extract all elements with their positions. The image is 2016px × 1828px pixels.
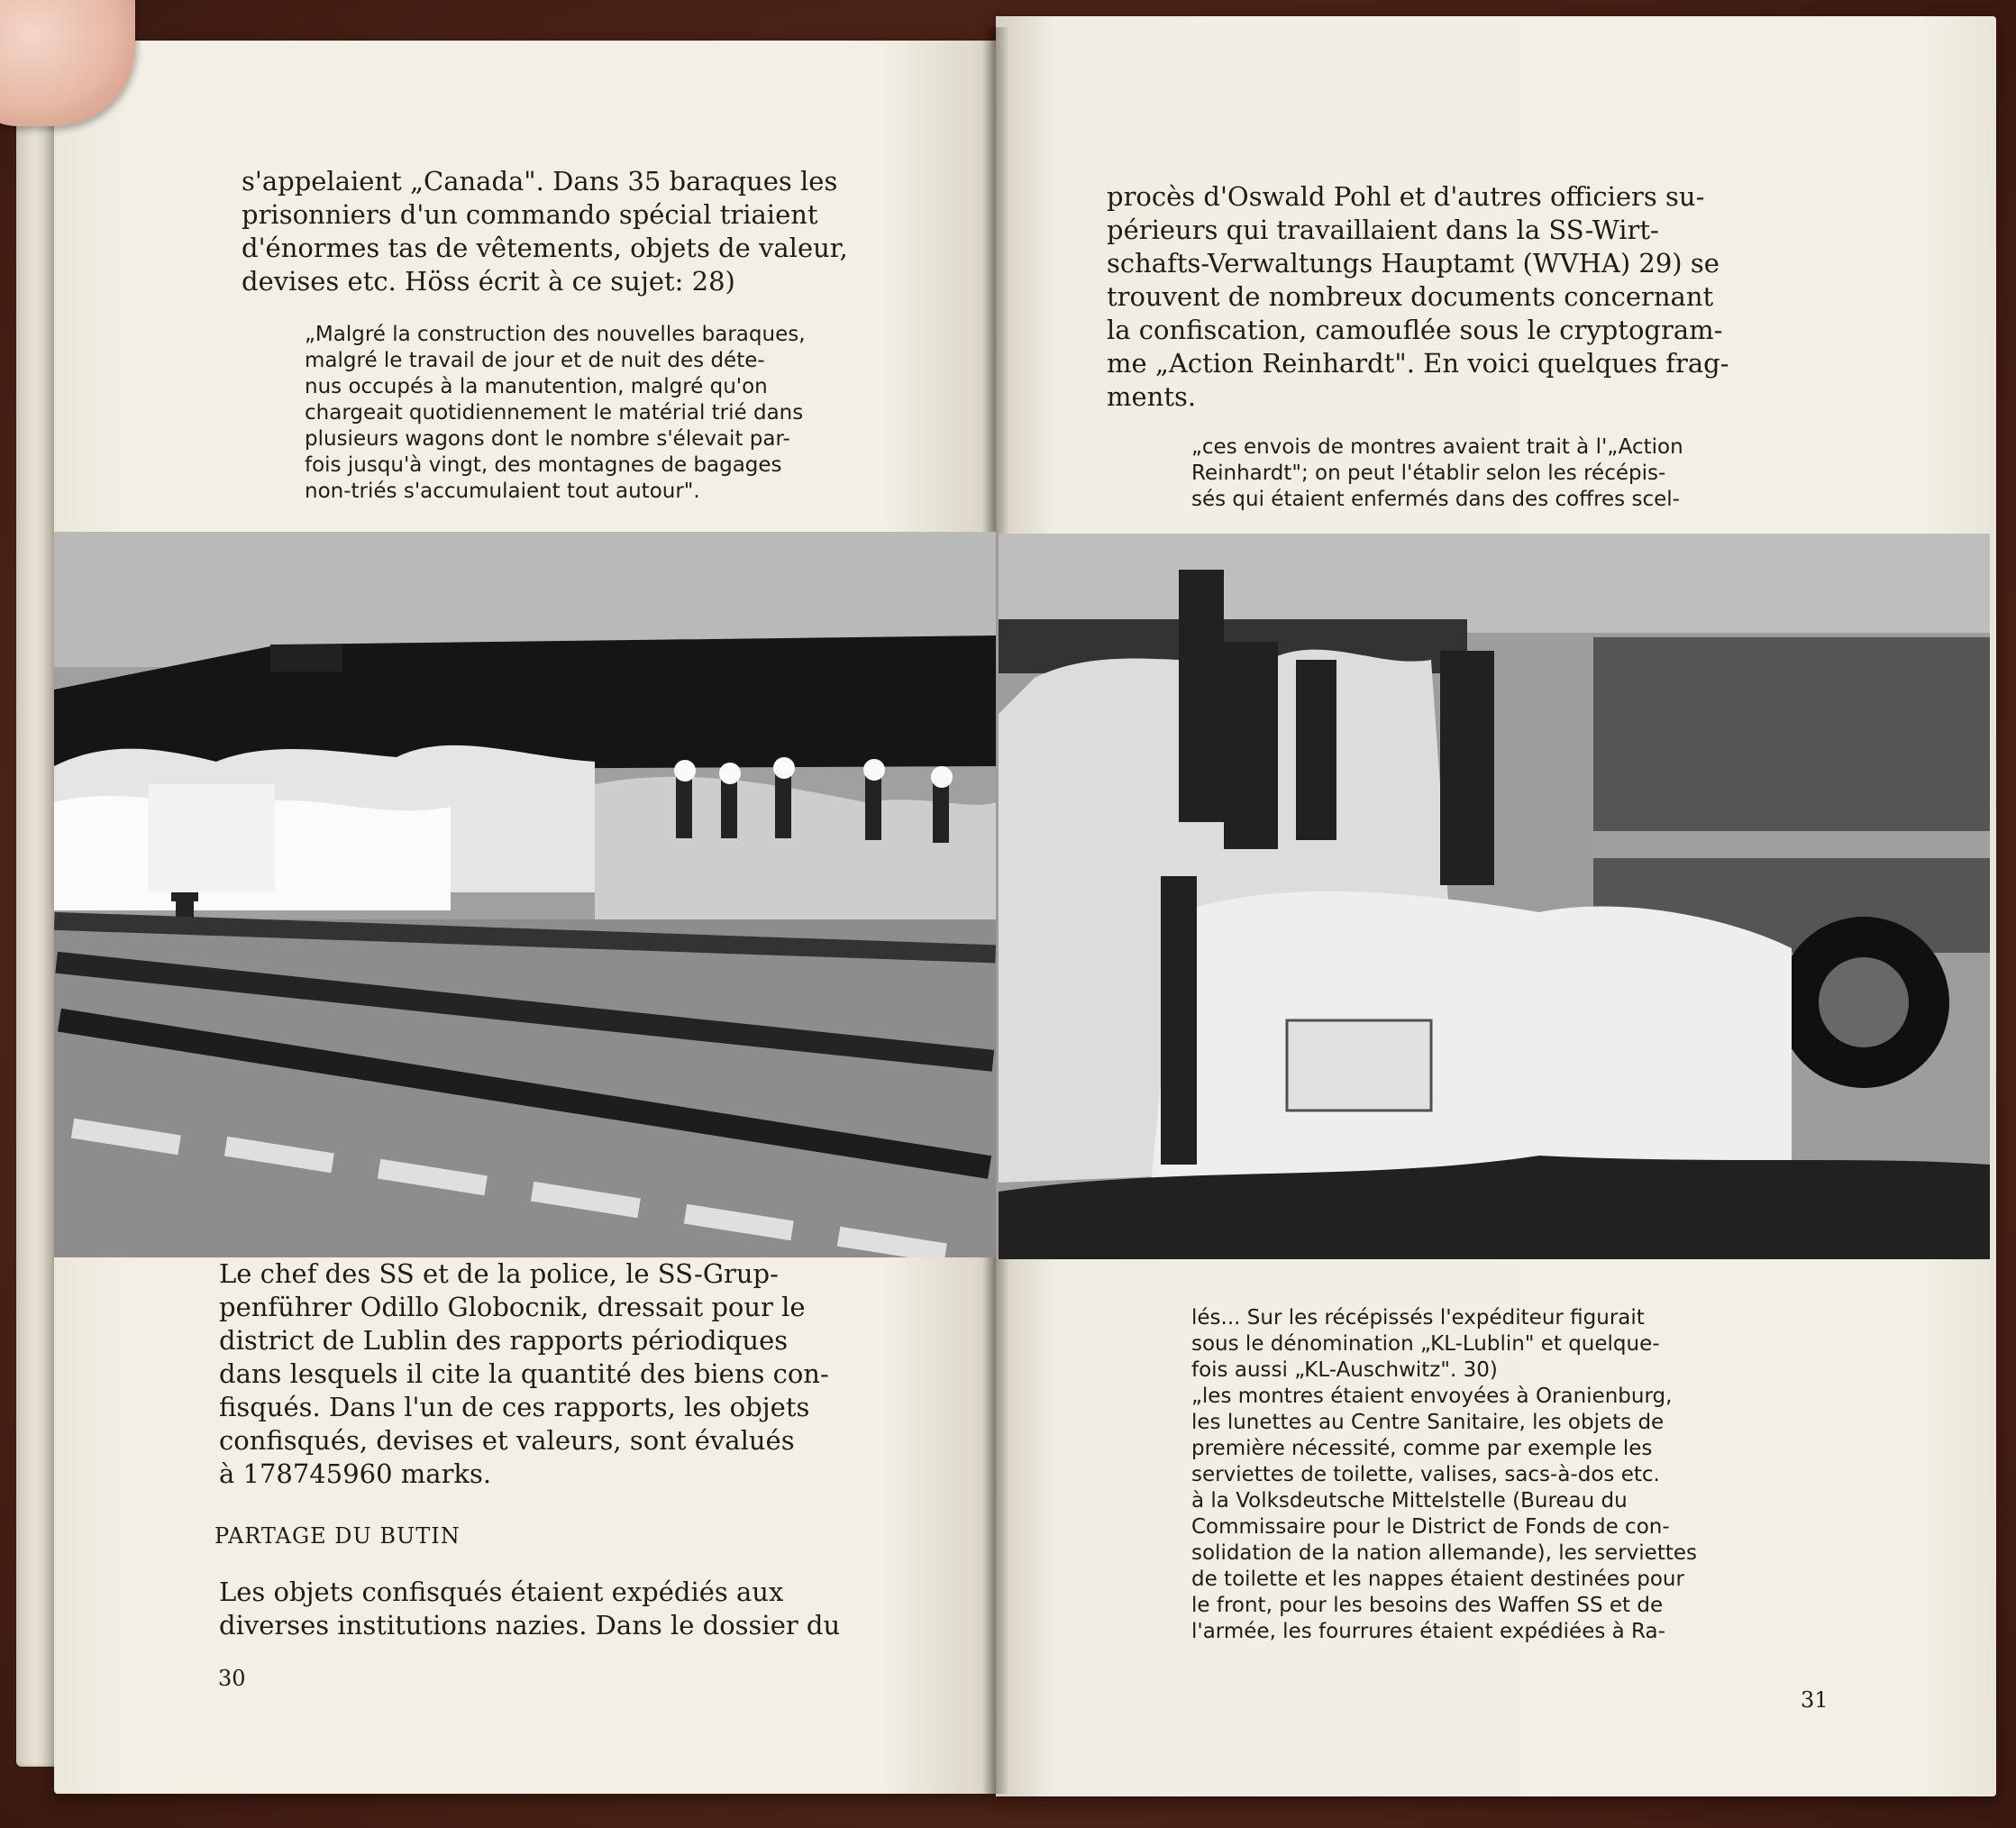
quote-line: serviettes de toilette, valises, sacs-à-dos etc.: [1191, 1463, 1660, 1486]
text-line: district de Lublin des rapports périodiques: [219, 1325, 789, 1356]
quote-line: fois jusqu'à vingt, des montagnes de bagages: [305, 453, 782, 477]
quote-line: plusieurs wagons dont le nombre s'élevait par-: [305, 427, 790, 451]
quote-line: sous le dénomination „KL-Lublin" et quelque-: [1191, 1332, 1660, 1356]
quote-line: lés... Sur les récépissés l'expéditeur figurait: [1191, 1306, 1645, 1330]
quote-line: Commissaire pour le District de Fonds de con-: [1191, 1515, 1670, 1539]
text-line: à 178745960 marks.: [219, 1458, 492, 1489]
text-line: fisqués. Dans l'un de ces rapports, les objets: [219, 1392, 810, 1422]
right-quote-top: [1191, 434, 1827, 513]
quote-line: à la Volksdeutsche Mittelstelle (Bureau du: [1191, 1489, 1628, 1513]
quote-line: „les montres étaient envoyées à Oranienburg,: [1191, 1385, 1673, 1408]
text-line: penführer Odillo Globocnik, dressait pour le: [219, 1292, 806, 1322]
text-line: Les objets confisqués étaient expédiés aux: [219, 1577, 784, 1607]
text-line: la confiscation, camouflée sous le cryptogram-: [1107, 315, 1723, 345]
text-line: trouvent de nombreux documents concernant: [1107, 281, 1714, 312]
text-line: s'appelaient „Canada". Dans 35 baraques les: [242, 166, 838, 197]
quote-line: non-triés s'accumulaient tout autour".: [305, 480, 700, 503]
quote-line: le front, pour les besoins des Waffen SS et de: [1191, 1594, 1664, 1617]
text-line: dans lesquels il cite la quantité des biens con-: [219, 1358, 829, 1389]
quote-line: fois aussi „KL-Auschwitz". 30): [1191, 1358, 1498, 1382]
section-heading: PARTAGE DU BUTIN: [214, 1523, 461, 1549]
quote-line: les lunettes au Centre Sanitaire, les objets de: [1191, 1411, 1665, 1434]
quote-line: l'armée, les fourrures étaient expédiées à Ra-: [1191, 1620, 1665, 1643]
left-section-paragraph: [219, 1576, 908, 1642]
page-number-left: 30: [218, 1666, 246, 1691]
quote-line: „Malgré la construction des nouvelles baraques,: [305, 323, 806, 346]
text-line: ments.: [1107, 381, 1197, 412]
page-number-right: 31: [1801, 1687, 1829, 1713]
left-bottom-paragraph: [219, 1257, 908, 1491]
quote-line: première nécessité, comme par exemple les: [1191, 1437, 1653, 1460]
text-line: devises etc. Höss écrit à ce sujet: 28): [242, 266, 735, 297]
text-line: Le chef des SS et de la police, le SS-Grup-: [219, 1258, 779, 1289]
text-line: d'énormes tas de vêtements, objets de valeur,: [242, 233, 848, 263]
text-line: procès d'Oswald Pohl et d'autres officiers su-: [1107, 181, 1705, 212]
text-line: diverses institutions nazies. Dans le dossier du: [219, 1610, 841, 1641]
photo-truck-loading-image: [999, 534, 1990, 1259]
quote-line: Reinhardt"; on peut l'établir selon les récépis-: [1191, 462, 1666, 485]
left-quote: [305, 322, 917, 505]
right-top-paragraph: [1107, 180, 1828, 414]
quote-line: nus occupés à la manutention, malgré qu'on: [305, 375, 768, 398]
quote-line: de toilette et les nappes étaient destinées pour: [1191, 1568, 1684, 1591]
quote-line: solidation de la nation allemande), les serviettes: [1191, 1541, 1697, 1565]
text-line: périeurs qui travaillaient dans la SS-Wirt-: [1107, 215, 1659, 245]
quote-line: malgré le travail de jour et de nuit des déte-: [305, 349, 765, 372]
photo-railway-sorting-image: [54, 532, 996, 1257]
text-line: confisqués, devises et valeurs, sont évalués: [219, 1425, 795, 1456]
quote-line: „ces envois de montres avaient trait à l'„Action: [1191, 435, 1683, 459]
text-line: me „Action Reinhardt". En voici quelques frag-: [1107, 348, 1729, 379]
quote-line: sés qui étaient enfermés dans des coffres scel-: [1191, 488, 1680, 511]
right-quote-bottom: [1191, 1305, 1831, 1645]
text-line: schafts-Verwaltungs Hauptamt (WVHA) 29) se: [1107, 248, 1720, 279]
photo-railway-sorting: [54, 532, 996, 1257]
left-top-paragraph: [242, 165, 922, 298]
quote-line: chargeait quotidiennement le matérial trié dans: [305, 401, 804, 425]
photo-truck-loading: [999, 534, 1990, 1259]
text-line: prisonniers d'un commando spécial triaient: [242, 199, 818, 230]
